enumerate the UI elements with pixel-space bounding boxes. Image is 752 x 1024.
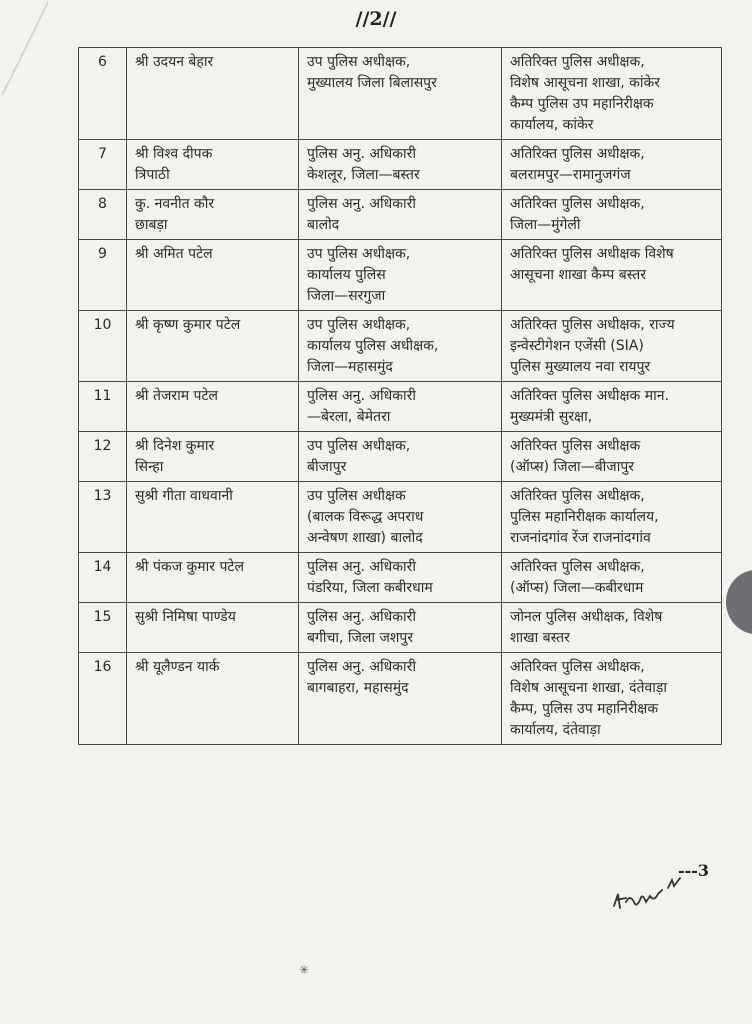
cell-line: कार्यालय, दंतेवाड़ा (510, 722, 601, 738)
cell-line: इन्वेस्टीगेशन एजेंसी (SIA) (510, 338, 644, 354)
cell-line: विशेष आसूचना शाखा, दंतेवाड़ा (510, 680, 668, 696)
cell-line: अतिरिक्त पुलिस अधीक्षक विशेष (510, 246, 674, 262)
current-posting-cell (299, 653, 502, 745)
cell-line: सुश्री निमिषा पाण्डेय (135, 609, 236, 625)
cell-line: पुलिस अनु. अधिकारी (307, 146, 417, 162)
officer-name-cell (127, 482, 299, 553)
cell-line: (ऑप्स) जिला—बीजापुर (510, 459, 634, 475)
current-posting-cell (299, 553, 502, 603)
stray-mark: ✳ (299, 963, 310, 977)
punch-hole (726, 570, 752, 634)
cell-line: बागबाहरा, महासमुंद (307, 680, 409, 696)
cell-line: आसूचना शाखा कैम्प बस्तर (510, 267, 646, 283)
table-body (79, 48, 722, 745)
serial-number-cell: 11 (79, 382, 127, 432)
cell-line: श्री उदयन बेहार (135, 54, 214, 70)
cell-line: मुख्यमंत्री सुरक्षा, (510, 409, 593, 425)
serial-number-cell: 15 (79, 603, 127, 653)
cell-line: बालोद (307, 217, 340, 233)
cell-line: (बालक विरूद्ध अपराध (307, 509, 424, 525)
officer-name-cell (127, 382, 299, 432)
officer-name-cell (127, 240, 299, 311)
cell-line: कार्यालय, कांकेर (510, 117, 594, 133)
current-posting-cell (299, 482, 502, 553)
cell-line: अतिरिक्त पुलिस अधीक्षक मान. (510, 388, 669, 404)
cell-line: श्री तेजराम पटेल (135, 388, 219, 404)
serial-number-cell: 10 (79, 311, 127, 382)
serial-number-cell: 16 (79, 653, 127, 745)
cell-line: जिला—सरगुजा (307, 288, 386, 304)
new-posting-cell (502, 140, 722, 190)
officer-name-cell (127, 432, 299, 482)
cell-line: बलरामपुर—रामानुजगंज (510, 167, 631, 183)
serial-number-cell: 7 (79, 140, 127, 190)
cell-line: अतिरिक्त पुलिस अधीक्षक, (510, 146, 645, 162)
cell-line: अतिरिक्त पुलिस अधीक्षक, (510, 559, 645, 575)
cell-line: जिला—मुंगेली (510, 217, 581, 233)
cell-line: उप पुलिस अधीक्षक, (307, 317, 411, 333)
cell-line: श्री विश्व दीपक (135, 146, 213, 162)
cell-line: अतिरिक्त पुलिस अधीक्षक, (510, 196, 645, 212)
cell-line: कार्यालय पुलिस अधीक्षक, (307, 338, 439, 354)
cell-line: श्री पंकज कुमार पटेल (135, 559, 244, 575)
cell-line: कु. नवनीत कौर (135, 196, 215, 212)
cell-line: पुलिस अनु. अधिकारी (307, 659, 417, 675)
cell-line: श्री यूलैण्डन यार्क (135, 659, 220, 675)
officer-name-cell (127, 190, 299, 240)
cell-line: छाबड़ा (135, 217, 168, 233)
new-posting-cell (502, 432, 722, 482)
current-posting-cell (299, 432, 502, 482)
new-posting-cell (502, 653, 722, 745)
current-posting-cell (299, 140, 502, 190)
serial-number-cell: 13 (79, 482, 127, 553)
cell-line: अतिरिक्त पुलिस अधीक्षक, (510, 54, 645, 70)
officer-name-cell (127, 48, 299, 140)
cell-line: उप पुलिस अधीक्षक, (307, 438, 411, 454)
table-row (79, 240, 722, 311)
cell-line: जोनल पुलिस अधीक्षक, विशेष (510, 609, 663, 625)
cell-line: केशलूर, जिला—बस्तर (307, 167, 420, 183)
new-posting-cell (502, 553, 722, 603)
serial-number-cell: 12 (79, 432, 127, 482)
new-posting-cell (502, 482, 722, 553)
cell-line: पुलिस अनु. अधिकारी (307, 388, 417, 404)
cell-line: पुलिस अनु. अधिकारी (307, 196, 417, 212)
cell-line: मुख्यालय जिला बिलासपुर (307, 75, 437, 91)
table-row (79, 432, 722, 482)
signature (608, 872, 698, 922)
current-posting-cell (299, 240, 502, 311)
cell-line: त्रिपाठी (135, 167, 170, 183)
cell-line: श्री अमित पटेल (135, 246, 213, 262)
new-posting-cell (502, 382, 722, 432)
officer-name-cell (127, 553, 299, 603)
cell-line: पुलिस महानिरीक्षक कार्यालय, (510, 509, 659, 525)
cell-line: जिला—महासमुंद (307, 359, 393, 375)
serial-number-cell: 6 (79, 48, 127, 140)
cell-line: कार्यालय पुलिस (307, 267, 386, 283)
cell-line: बगीचा, जिला जशपुर (307, 630, 414, 646)
new-posting-cell (502, 48, 722, 140)
serial-number-cell: 14 (79, 553, 127, 603)
cell-line: —बेरला, बेमेतरा (307, 409, 391, 425)
transfer-table (78, 47, 722, 745)
current-posting-cell (299, 603, 502, 653)
new-posting-cell (502, 190, 722, 240)
cell-line: पुलिस मुख्यालय नवा रायपुर (510, 359, 651, 375)
cell-line: अतिरिक्त पुलिस अधीक्षक, राज्य (510, 317, 675, 333)
table-row (79, 140, 722, 190)
serial-number-cell: 9 (79, 240, 127, 311)
table-row (79, 603, 722, 653)
cell-line: पंडरिया, जिला कबीरधाम (307, 580, 433, 596)
cell-line: अतिरिक्त पुलिस अधीक्षक (510, 438, 641, 454)
cell-line: (ऑप्स) जिला—कबीरधाम (510, 580, 644, 596)
current-posting-cell (299, 382, 502, 432)
cell-line: सुश्री गीता वाधवानी (135, 488, 233, 504)
table-row (79, 48, 722, 140)
page-number: //2// (355, 8, 397, 30)
officer-name-cell (127, 311, 299, 382)
cell-line: विशेष आसूचना शाखा, कांकेर (510, 75, 660, 91)
cell-line: श्री कृष्ण कुमार पटेल (135, 317, 241, 333)
cell-line: अन्वेषण शाखा) बालोद (307, 530, 423, 546)
cell-line: सिन्हा (135, 459, 164, 475)
cell-line: उप पुलिस अधीक्षक, (307, 246, 411, 262)
officer-name-cell (127, 653, 299, 745)
cell-line: पुलिस अनु. अधिकारी (307, 609, 417, 625)
serial-number-cell: 8 (79, 190, 127, 240)
table-row (79, 190, 722, 240)
current-posting-cell (299, 311, 502, 382)
cell-line: बीजापुर (307, 459, 347, 475)
cell-line: कैम्प पुलिस उप महानिरीक्षक (510, 96, 654, 112)
new-posting-cell (502, 311, 722, 382)
table-row (79, 382, 722, 432)
table-row (79, 653, 722, 745)
officer-name-cell (127, 140, 299, 190)
officer-name-cell (127, 603, 299, 653)
page-fold-mark (0, 0, 60, 100)
cell-line: राजनांदगांव रेंज राजनांदगांव (510, 530, 651, 546)
cell-line: कैम्प, पुलिस उप महानिरीक्षक (510, 701, 659, 717)
cell-line: श्री दिनेश कुमार (135, 438, 215, 454)
cell-line: शाखा बस्तर (510, 630, 570, 646)
cell-line: अतिरिक्त पुलिस अधीक्षक, (510, 488, 645, 504)
table-row (79, 553, 722, 603)
new-posting-cell (502, 603, 722, 653)
table-row (79, 482, 722, 553)
current-posting-cell (299, 190, 502, 240)
cell-line: उप पुलिस अधीक्षक (307, 488, 406, 504)
cell-line: अतिरिक्त पुलिस अधीक्षक, (510, 659, 645, 675)
table-row (79, 311, 722, 382)
cell-line: पुलिस अनु. अधिकारी (307, 559, 417, 575)
current-posting-cell (299, 48, 502, 140)
continued-page-marker: ---3 (678, 861, 710, 880)
cell-line: उप पुलिस अधीक्षक, (307, 54, 411, 70)
new-posting-cell (502, 240, 722, 311)
